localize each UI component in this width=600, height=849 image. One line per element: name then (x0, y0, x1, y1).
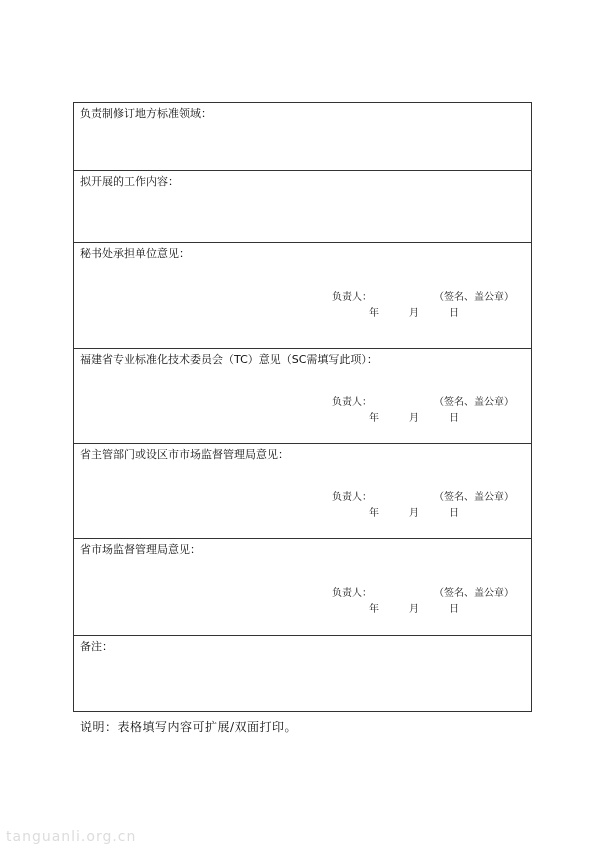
provincial-opinion-row (74, 539, 531, 636)
date-line (369, 412, 459, 426)
remarks-row (74, 636, 531, 712)
signature-line (332, 491, 514, 505)
seal-label: （签名、盖公章） (434, 292, 514, 303)
year-label: 年 (369, 604, 379, 615)
remarks-label: 备注： (80, 640, 113, 653)
day-label: 日 (449, 413, 459, 424)
tc-opinion-label: 福建省专业标准化技术委员会（TC）意见（SC需填写此项）： (80, 353, 378, 366)
seal-label: （签名、盖公章） (434, 588, 514, 599)
month-label: 月 (409, 413, 419, 424)
work-content-row (74, 171, 531, 243)
responsible-person-label: 负责人： (332, 588, 372, 599)
signature-line (332, 587, 514, 601)
secretariat-opinion-label: 秘书处承担单位意见： (80, 247, 190, 260)
standard-domain-row (74, 103, 531, 171)
month-label: 月 (409, 508, 419, 519)
year-label: 年 (369, 508, 379, 519)
year-label: 年 (369, 413, 379, 424)
day-label: 日 (449, 308, 459, 319)
application-form-table (73, 102, 532, 712)
day-label: 日 (449, 508, 459, 519)
work-content-label: 拟开展的工作内容： (80, 175, 179, 188)
responsible-person-label: 负责人： (332, 492, 372, 503)
seal-label: （签名、盖公章） (434, 492, 514, 503)
month-label: 月 (409, 308, 419, 319)
responsible-person-label: 负责人： (332, 397, 372, 408)
date-line (369, 507, 459, 521)
signature-line (332, 396, 514, 410)
day-label: 日 (449, 604, 459, 615)
secretariat-opinion-row (74, 243, 531, 349)
date-line (369, 307, 459, 321)
form-note: 说明：表格填写内容可扩展/双面打印。 (80, 720, 298, 734)
tc-opinion-row (74, 349, 531, 444)
supervisor-opinion-row (74, 444, 531, 539)
standard-domain-label: 负责制修订地方标准领域： (80, 107, 212, 120)
year-label: 年 (369, 308, 379, 319)
seal-label: （签名、盖公章） (434, 397, 514, 408)
signature-line (332, 291, 514, 305)
responsible-person-label: 负责人： (332, 292, 372, 303)
site-watermark: tanguanli.org.cn (6, 829, 137, 845)
month-label: 月 (409, 604, 419, 615)
supervisor-opinion-label: 省主管部门或设区市市场监督管理局意见： (80, 448, 289, 461)
date-line (369, 603, 459, 617)
provincial-opinion-label: 省市场监督管理局意见： (80, 543, 201, 556)
